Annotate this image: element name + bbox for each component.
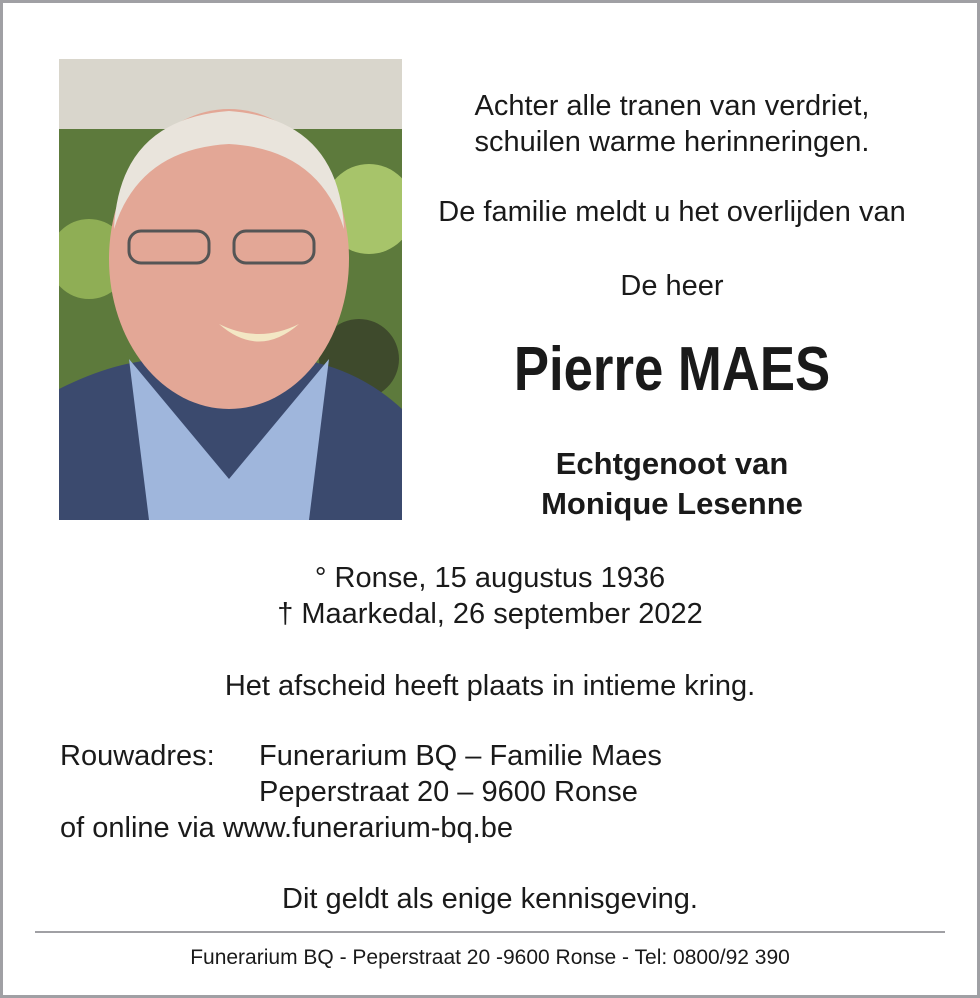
quote-line-1: Achter alle tranen van verdriet, (474, 90, 870, 122)
notice: Dit geldt als enige kennisgeving. (282, 883, 698, 915)
spouse-line-1: Echtgenoot van (555, 446, 789, 481)
death-info: † Maarkedal, 26 september 2022 (277, 598, 703, 630)
farewell-info: Het afscheid heeft plaats in intieme kring. (224, 670, 756, 702)
spouse-line-2: Monique Lesenne (541, 486, 803, 521)
address-line-2: Peperstraat 20 – 9600 Ronse (259, 776, 638, 808)
birth-info: ° Ronse, 15 augustus 1936 (314, 562, 666, 594)
footer: Funerarium BQ - Peperstraat 20 -9600 Ronse - Tel: 0800/92 390 (190, 946, 790, 969)
deceased-name: Pierre MAES (513, 335, 831, 404)
quote-line-2: schuilen warme herinneringen. (474, 126, 870, 158)
address-line-1: Funerarium BQ – Familie Maes (259, 740, 662, 772)
divider (35, 931, 945, 933)
title: De heer (620, 270, 724, 302)
announcement: De familie meldt u het overlijden van (438, 196, 906, 228)
online-link[interactable]: of online via www.funerarium-bq.be (60, 812, 513, 844)
address-label: Rouwadres: (60, 740, 215, 772)
portrait-photo (59, 59, 402, 520)
